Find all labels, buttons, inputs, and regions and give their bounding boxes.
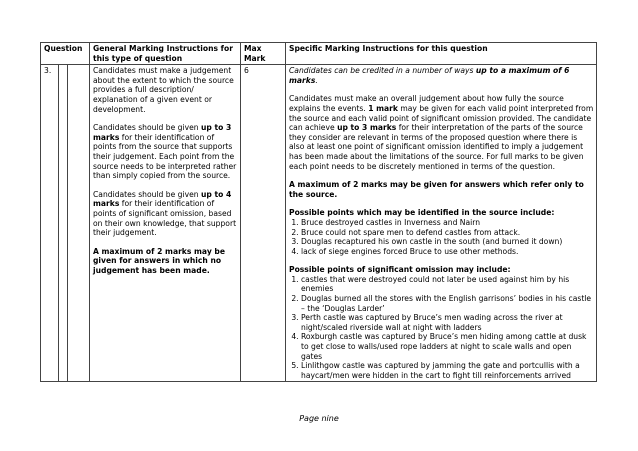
general-paragraph-2: Candidates should be given up to 3 marks for their identification of points from the source that supports their judgement. Each point from the source needs to be interpreted rather than simply copied from the source. bbox=[93, 123, 237, 181]
list-item: 4. lack of siege engines forced Bruce to use other methods. bbox=[301, 247, 594, 257]
subquestion-cell bbox=[59, 65, 68, 382]
header-specific-instructions: Specific Marking Instructions for this question bbox=[286, 43, 597, 65]
source-points-list bbox=[289, 218, 594, 256]
general-instructions-cell bbox=[90, 65, 241, 382]
question-number: 3. bbox=[41, 65, 59, 382]
list-item: 3. Perth castle was captured by Bruce’s men wading across the river at night/scaled riverside wall at night with ladders bbox=[301, 313, 594, 332]
specific-instructions-cell bbox=[286, 65, 597, 382]
page-number: Page nine bbox=[299, 414, 339, 423]
list-item: 4. Roxburgh castle was captured by Bruce’s men hiding among cattle at dusk to get close to walls/used rope ladders at night to scale walls and open gates bbox=[301, 332, 594, 361]
table-header-row bbox=[41, 43, 597, 65]
marking-instructions-table bbox=[40, 42, 597, 382]
list-item: 3. Douglas recaptured his own castle in the south (and burned it down) bbox=[301, 237, 594, 247]
header-question: Question bbox=[41, 43, 90, 65]
omission-points-list bbox=[289, 275, 594, 381]
specific-intro: Candidates can be credited in a number of ways up to a maximum of 6 marks. bbox=[289, 66, 570, 85]
specific-judgement-paragraph: Candidates must make an overall judgement about how fully the source explains the events. 1 mark may be given for each valid point interpreted from the source and each valid point of significant omission provided. The candidate can achieve up to 3 marks for their interpretation of the parts of the source they consider are relevant in terms of the proposed question where there is also at least one point of significant omission identified to imply a judgement has been made about the limitations of the source. For full marks to be given each point needs to be discretely mentioned in terms of the question. bbox=[289, 94, 594, 171]
max-mark-value: 6 bbox=[241, 65, 286, 382]
general-paragraph-4: A maximum of 2 marks may be given for answers in which no judgement has been made. bbox=[93, 246, 226, 275]
subpart-cell bbox=[68, 65, 90, 382]
list-item: 2. Douglas burned all the stores with the English garrisons’ bodies in his castle – the ‘Douglas Larder’ bbox=[301, 294, 594, 313]
list-item: 1. castles that were destroyed could not later be used against him by his enemies bbox=[301, 275, 594, 294]
source-points-heading: Possible points which may be identified in the source include: bbox=[289, 208, 555, 218]
list-item: 5. Linlithgow castle was captured by jamming the gate and portcullis with a haycart/men were hidden in the cart to fight till reinforcements arrived bbox=[301, 361, 594, 380]
list-item: 1. Bruce destroyed castles in Inverness and Nairn bbox=[301, 218, 594, 228]
specific-max-note: A maximum of 2 marks may be given for answers which refer only to the source. bbox=[289, 180, 584, 199]
list-item: 2. Bruce could not spare men to defend castles from attack. bbox=[301, 228, 594, 238]
header-max-mark: Max Mark bbox=[241, 43, 286, 65]
omission-points-heading: Possible points of significant omission may include: bbox=[289, 265, 511, 275]
general-paragraph-3: Candidates should be given up to 4 marks for their identification of points of significant omission, based on their own knowledge, that support their judgement. bbox=[93, 189, 237, 238]
table-row bbox=[41, 65, 597, 382]
header-general-instructions: General Marking Instructions for this type of question bbox=[90, 43, 241, 65]
general-paragraph-1: Candidates must make a judgement about the extent to which the source provides a full description/ explanation of a given event or development. bbox=[93, 66, 234, 114]
